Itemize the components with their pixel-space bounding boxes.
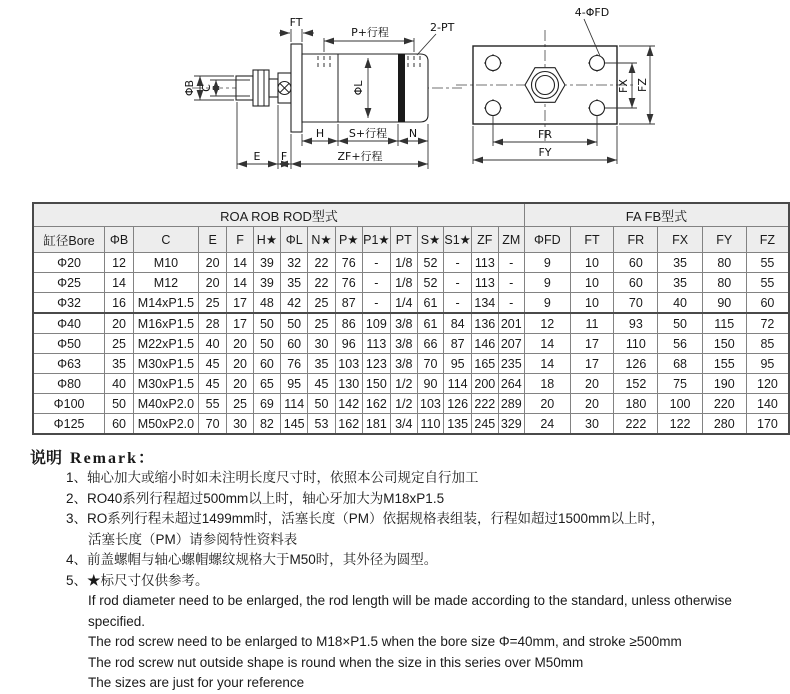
table-cell: 70	[198, 414, 226, 435]
table-cell: 53	[308, 414, 335, 435]
table-cell: 20	[105, 313, 134, 334]
table-cell-bore: Φ100	[33, 394, 105, 414]
table-cell: 90	[417, 374, 443, 394]
table-cell: 70	[614, 293, 658, 314]
table-cell: 16	[105, 293, 134, 314]
table-cell: 113	[362, 334, 390, 354]
table-column-header: N★	[308, 227, 335, 253]
table-cell: 20	[570, 374, 614, 394]
table-column-header: PT	[390, 227, 417, 253]
table-cell: 12	[524, 313, 570, 334]
table-cell: 14	[105, 273, 134, 293]
dim-label-zf-stroke: ZF+行程	[337, 150, 383, 163]
table-cell-bore: Φ25	[33, 273, 105, 293]
table-cell: 30	[227, 414, 254, 435]
table-cell: 93	[614, 313, 658, 334]
remark-lines	[30, 468, 790, 694]
remark-line: If rod diameter need to be enlarged, the rod length will be made according to the standard, unless otherwise specified.	[88, 593, 732, 629]
table-cell: 114	[444, 374, 472, 394]
table-cell: 1/4	[390, 293, 417, 314]
table-cell: 180	[614, 394, 658, 414]
table-cell: 52	[417, 253, 443, 273]
table-cell: 50	[281, 313, 308, 334]
table-cell: M50xP2.0	[133, 414, 198, 435]
table-cell: 113	[472, 273, 498, 293]
table-cell: 123	[362, 354, 390, 374]
table-cell: 9	[524, 253, 570, 273]
dim-label-c: C	[200, 84, 213, 92]
table-cell: 55	[746, 273, 789, 293]
table-cell: 126	[614, 354, 658, 374]
table-column-header: S1★	[444, 227, 472, 253]
table-cell: 40	[198, 334, 226, 354]
table-cell: 14	[524, 334, 570, 354]
table-cell: 60	[281, 334, 308, 354]
drawings-svg	[0, 0, 790, 200]
table-row	[33, 414, 789, 435]
table-cell: 201	[498, 313, 524, 334]
table-cell: 22	[308, 253, 335, 273]
remarks-heading-cn: 说明	[30, 450, 63, 467]
table-column-header: S★	[417, 227, 443, 253]
remarks-heading	[30, 445, 790, 468]
table-column-header: P★	[335, 227, 362, 253]
center-nut	[525, 68, 565, 103]
table-cell: 52	[417, 273, 443, 293]
table-cell: 61	[417, 313, 443, 334]
dim-label-s-stroke: S+行程	[348, 127, 388, 140]
table-cell: 42	[281, 293, 308, 314]
table-column-header: C	[133, 227, 198, 253]
table-cell: M30xP1.5	[133, 354, 198, 374]
dim-label-p-stroke: P+行程	[351, 26, 389, 39]
table-cell: 90	[702, 293, 746, 314]
table-cell: 140	[746, 394, 789, 414]
table-cell: -	[444, 253, 472, 273]
table-cell: 60	[746, 293, 789, 314]
table-cell: 207	[498, 334, 524, 354]
table-cell: 1/2	[390, 394, 417, 414]
remark-line: 1、轴心加大或缩小时如未注明长度尺寸时，依照本公司规定自行加工	[66, 470, 479, 485]
table-cell: 60	[105, 414, 134, 435]
table-cell: 39	[253, 253, 280, 273]
table-cell: 60	[614, 273, 658, 293]
table-cell: 20	[524, 394, 570, 414]
table-cell: M22xP1.5	[133, 334, 198, 354]
table-cell: 30	[308, 334, 335, 354]
table-cell: 50	[658, 313, 702, 334]
table-cell: 17	[227, 313, 254, 334]
table-column-header: ΦL	[281, 227, 308, 253]
table-cell: 84	[444, 313, 472, 334]
table-cell: 39	[253, 273, 280, 293]
table-cell: 35	[281, 273, 308, 293]
table-cell: 10	[570, 293, 614, 314]
table-cell: M30xP1.5	[133, 374, 198, 394]
dimension-table	[32, 202, 790, 435]
table-cell: 68	[658, 354, 702, 374]
table-cell: 181	[362, 414, 390, 435]
table-cell: 122	[658, 414, 702, 435]
table-cell: 65	[253, 374, 280, 394]
table-cell: 25	[308, 293, 335, 314]
table-cell: 66	[417, 334, 443, 354]
table-cell: 155	[702, 354, 746, 374]
table-cell: 20	[227, 354, 254, 374]
remarks-section	[30, 445, 790, 694]
table-cell-bore: Φ40	[33, 313, 105, 334]
table-cell: 20	[198, 273, 226, 293]
dim-label-f: F	[280, 150, 288, 163]
table-cell: 45	[308, 374, 335, 394]
table-cell: 35	[308, 354, 335, 374]
table-cell: 114	[281, 394, 308, 414]
table-cell-bore: Φ63	[33, 354, 105, 374]
table-column-header: FX	[658, 227, 702, 253]
table-cell: 3/4	[390, 414, 417, 435]
table-cell: 3/8	[390, 313, 417, 334]
table-cell: 289	[498, 394, 524, 414]
table-cell: 152	[614, 374, 658, 394]
table-row	[33, 374, 789, 394]
table-cell: 25	[308, 313, 335, 334]
table-cell: 126	[444, 394, 472, 414]
table-cell-bore: Φ20	[33, 253, 105, 273]
table-row	[33, 293, 789, 314]
remark-line: 5、★标尺寸仅供参考。	[66, 572, 209, 588]
table-cell: 28	[198, 313, 226, 334]
table-column-header: FR	[614, 227, 658, 253]
dim-label-n: N	[408, 127, 418, 140]
table-cell: 146	[472, 334, 498, 354]
table-cell: 17	[570, 354, 614, 374]
table-cell: 25	[227, 394, 254, 414]
table-column-header: E	[198, 227, 226, 253]
remark-line: 活塞长度（PM）请参阅特性资料表	[88, 531, 298, 547]
table-cell: 55	[746, 253, 789, 273]
table-cell: 40	[658, 293, 702, 314]
table-cell: 14	[524, 354, 570, 374]
table-cell: -	[362, 293, 390, 314]
table-column-header: ZF	[472, 227, 498, 253]
dim-label-2pt: 2-PT	[430, 21, 455, 34]
table-cell: 12	[105, 253, 134, 273]
table-column-header: FT	[570, 227, 614, 253]
table-cell: 85	[746, 334, 789, 354]
table-cell: 235	[498, 354, 524, 374]
dim-label-fy: FY	[538, 146, 552, 159]
table-cell: 75	[658, 374, 702, 394]
cushion-band	[398, 54, 405, 122]
table-cell: 165	[472, 354, 498, 374]
table-cell: 24	[524, 414, 570, 435]
side-view-drawing	[183, 16, 462, 169]
table-cell: 45	[198, 354, 226, 374]
table-cell: 109	[362, 313, 390, 334]
table-row	[33, 334, 789, 354]
table-column-header: FZ	[746, 227, 789, 253]
table-cell: -	[498, 253, 524, 273]
dim-label-fz: FZ	[636, 78, 649, 92]
dim-label-h: H	[315, 127, 325, 140]
table-cell: 150	[362, 374, 390, 394]
table-cell: 9	[524, 293, 570, 314]
table-cell: 1/2	[390, 374, 417, 394]
table-cell: 14	[227, 273, 254, 293]
remark-line: 2、RO40系列行程超过500mm以上时，轴心牙加大为M18xP1.5	[66, 490, 445, 506]
dim-label-ft: FT	[289, 16, 303, 29]
table-cell: 30	[570, 414, 614, 435]
table-cell: 22	[308, 273, 335, 293]
table-cell: 48	[253, 293, 280, 314]
dim-label-fr: FR	[538, 128, 552, 141]
table-cell: 1/8	[390, 253, 417, 273]
table-cell: 25	[105, 334, 134, 354]
table-cell: 3/8	[390, 354, 417, 374]
table-row	[33, 354, 789, 374]
table-cell: 35	[658, 273, 702, 293]
table-cell: 110	[417, 414, 443, 435]
table-row	[33, 253, 789, 273]
remarks-heading-en: Remark：	[70, 450, 157, 467]
table-cell-bore: Φ125	[33, 414, 105, 435]
table-cell: 32	[281, 253, 308, 273]
table-cell: 103	[417, 394, 443, 414]
table-cell: 95	[746, 354, 789, 374]
table-cell: 96	[335, 334, 362, 354]
table-group-header: FA FB型式	[524, 203, 789, 227]
remark-line: The sizes are just for your reference	[88, 675, 305, 690]
table-cell: 10	[570, 273, 614, 293]
table-cell: 60	[253, 354, 280, 374]
rod-assembly	[236, 70, 291, 106]
table-cell: 10	[570, 253, 614, 273]
table-cell: 60	[614, 253, 658, 273]
table-row	[33, 273, 789, 293]
remark-line: The rod screw need to be enlarged to M18×P1.5 when the bore size Φ=40mm, and stroke ≥500mm	[88, 634, 682, 649]
table-cell: 55	[198, 394, 226, 414]
table-cell: 80	[702, 253, 746, 273]
table-cell-bore: Φ80	[33, 374, 105, 394]
table-cell: 222	[472, 394, 498, 414]
table-cell: 17	[570, 334, 614, 354]
table-cell: 50	[253, 334, 280, 354]
table-column-header: P1★	[362, 227, 390, 253]
table-cell: 3/8	[390, 334, 417, 354]
table-cell: 190	[702, 374, 746, 394]
table-cell: 162	[362, 394, 390, 414]
table-cell: 103	[335, 354, 362, 374]
table-cell: 35	[105, 354, 134, 374]
table-cell: 329	[498, 414, 524, 435]
table-row	[33, 394, 789, 414]
table-cell: 72	[746, 313, 789, 334]
table-cell: 20	[198, 253, 226, 273]
remark-line: 3、RO系列行程未超过1499mm时，活塞长度（PM）依据规格表组装，行程如超过1500mm以上时，	[66, 511, 665, 526]
table-cell: 35	[658, 253, 702, 273]
table-cell: -	[498, 293, 524, 314]
table-cell: 145	[281, 414, 308, 435]
table-cell: 95	[444, 354, 472, 374]
table-cell: M12	[133, 273, 198, 293]
table-cell: -	[444, 273, 472, 293]
table-cell: 87	[335, 293, 362, 314]
table-cell: M40xP2.0	[133, 394, 198, 414]
table-column-header: FY	[702, 227, 746, 253]
table-cell: 50	[105, 394, 134, 414]
table-cell: 70	[417, 354, 443, 374]
table-group-header: ROA ROB ROD型式	[33, 203, 524, 227]
table-cell: 135	[444, 414, 472, 435]
table-column-header: 缸径Bore	[33, 227, 105, 253]
table-cell: 115	[702, 313, 746, 334]
flange-plate	[291, 44, 302, 132]
table-cell: 95	[281, 374, 308, 394]
table-cell: 134	[472, 293, 498, 314]
table-cell: 50	[308, 394, 335, 414]
table-cell: 130	[335, 374, 362, 394]
table-cell: M16xP1.5	[133, 313, 198, 334]
table-cell: 50	[253, 313, 280, 334]
table-cell: 136	[472, 313, 498, 334]
table-cell: 20	[570, 394, 614, 414]
table-column-header: ΦFD	[524, 227, 570, 253]
table-cell: 222	[614, 414, 658, 435]
table-cell: 20	[227, 334, 254, 354]
table-cell-bore: Φ32	[33, 293, 105, 314]
table-cell: 264	[498, 374, 524, 394]
table-cell: 82	[253, 414, 280, 435]
table-cell: 87	[444, 334, 472, 354]
table-column-header: H★	[253, 227, 280, 253]
table-cell: 11	[570, 313, 614, 334]
table-cell: 25	[198, 293, 226, 314]
table-cell: 170	[746, 414, 789, 435]
table-cell: 220	[702, 394, 746, 414]
table-cell: 110	[614, 334, 658, 354]
table-cell: 76	[335, 273, 362, 293]
dim-label-phi-b: ΦB	[183, 79, 196, 97]
table-cell: 14	[227, 253, 254, 273]
table-cell: 150	[702, 334, 746, 354]
table-cell: -	[498, 273, 524, 293]
table-cell: 18	[524, 374, 570, 394]
table-cell: 142	[335, 394, 362, 414]
table-cell: 61	[417, 293, 443, 314]
dim-label-4fd: 4-ΦFD	[574, 6, 610, 19]
table-cell: M10	[133, 253, 198, 273]
dim-label-phi-l: ΦL	[352, 80, 365, 96]
table-column-header: F	[227, 227, 254, 253]
remark-line: The rod screw nut outside shape is round when the size in this series over M50mm	[88, 654, 584, 670]
table-cell: -	[444, 293, 472, 314]
cylinder-body	[302, 54, 428, 122]
remark-line: 4、前盖螺帽与轴心螺帽螺纹规格大于M50时，其外径为圆型。	[66, 552, 438, 567]
flange-view-drawing	[456, 6, 655, 164]
table-cell: 20	[227, 374, 254, 394]
table-cell: 1/8	[390, 273, 417, 293]
technical-drawings	[0, 0, 790, 200]
table-row	[33, 313, 789, 334]
table-cell: 80	[702, 273, 746, 293]
table-cell: 76	[335, 253, 362, 273]
table-cell: M14xP1.5	[133, 293, 198, 314]
table-cell: 56	[658, 334, 702, 354]
table-cell: 76	[281, 354, 308, 374]
table-column-header: ZM	[498, 227, 524, 253]
table-cell: 40	[105, 374, 134, 394]
table-cell: 9	[524, 273, 570, 293]
dim-label-fx: FX	[617, 79, 630, 93]
table-cell-bore: Φ50	[33, 334, 105, 354]
table-cell: 162	[335, 414, 362, 435]
table-cell: -	[362, 273, 390, 293]
table-cell: 245	[472, 414, 498, 435]
table-cell: 86	[335, 313, 362, 334]
table-cell: 113	[472, 253, 498, 273]
dim-label-e: E	[253, 150, 261, 163]
table-cell: 17	[227, 293, 254, 314]
table-cell: -	[362, 253, 390, 273]
table-cell: 45	[198, 374, 226, 394]
table-column-header: ΦB	[105, 227, 134, 253]
table-cell: 69	[253, 394, 280, 414]
table-cell: 280	[702, 414, 746, 435]
table-cell: 200	[472, 374, 498, 394]
table-cell: 120	[746, 374, 789, 394]
table-cell: 100	[658, 394, 702, 414]
